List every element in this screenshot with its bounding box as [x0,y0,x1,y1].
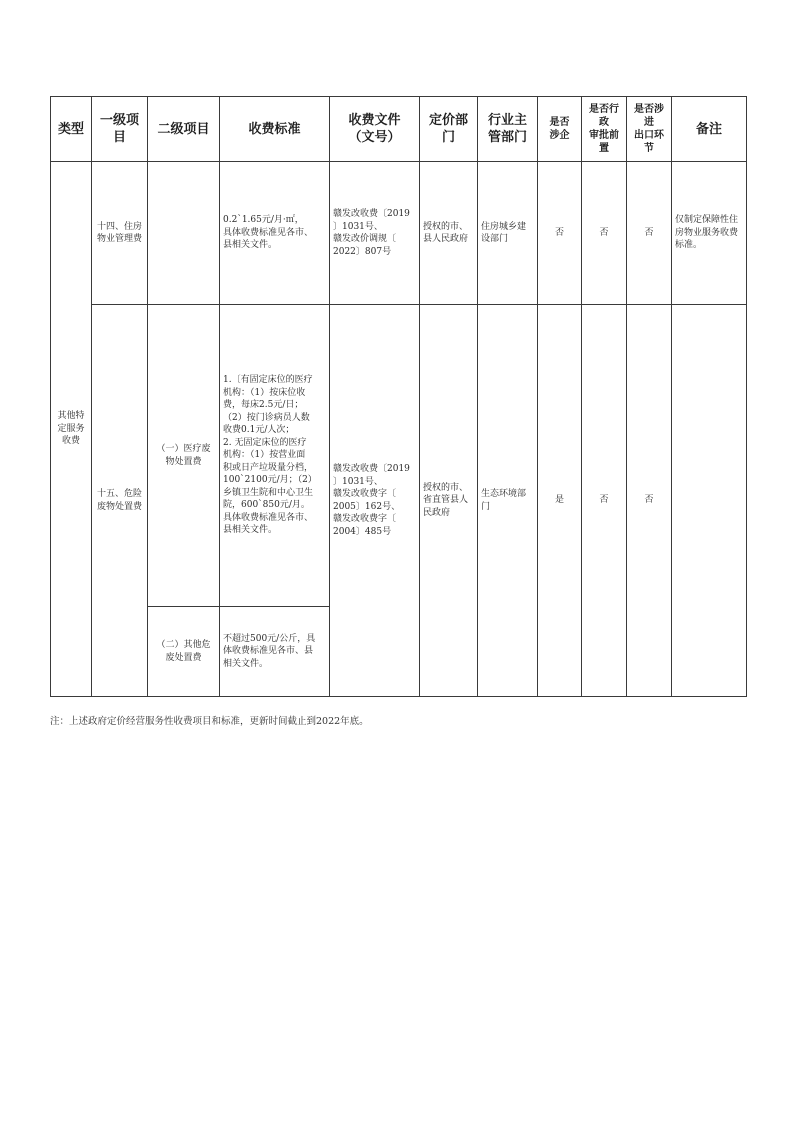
row14-standard: 0.2`1.65元/月·㎡， 具体收费标准见各市、 县相关文件。 [220,162,330,305]
header-involves-enterprise: 是否 涉企 [538,97,582,162]
row15-import-export: 否 [627,305,672,697]
row15-pricing-dept: 授权的市、 省直管县人 民政府 [420,305,478,697]
header-type: 类型 [51,97,92,162]
header-admin-approval: 是否行政 审批前置 [582,97,627,162]
row14-remarks: 仅制定保障性住 房物业服务收费 标准。 [672,162,747,305]
header-standard: 收费标准 [220,97,330,162]
row14-import-export: 否 [627,162,672,305]
footnote: 注：上述政府定价经营服务性收费项目和标准，更新时间截止到2022年底。 [50,716,369,727]
header-remarks: 备注 [672,97,747,162]
header-pricing-dept: 定价部 门 [420,97,478,162]
row14-involves-enterprise: 否 [538,162,582,305]
row15-sub1-standard: 1.〔有固定床位的医疗 机构：（1）按床位收 费，每床2.5元/日； （2）按门诊病员人数 收费0.1元/人次； 2. 无固定床位的医疗 机构：（1）按营业面 积或日产垃圾量分档， 100`2100元/月；（2） 乡镇卫生院和中心卫生 院，600`850元/月。 具体收费标准见各市、 县相关文件。 [220,305,330,607]
table-row [51,305,747,607]
row14-level1: 十四、住房 物业管理费 [92,162,148,305]
row14-level2 [148,162,220,305]
row15-sub2-standard: 不超过500元/公斤，具 体收费标准见各市、县 相关文件。 [220,607,330,697]
row15-document: 赣发改收费〔2019 〕1031号、 赣发改收费字〔 2005〕162号、 赣发改收费字〔 2004〕485号 [330,305,420,697]
row15-admin-approval: 否 [582,305,627,697]
header-level2: 二级项目 [148,97,220,162]
row15-sub1-level2: （一）医疗废 物处置费 [148,305,220,607]
table-row [51,162,747,305]
fee-table [50,96,747,697]
row15-level1: 十五、危险 废物处置费 [92,305,148,697]
row14-industry-dept: 住房城乡建 设部门 [478,162,538,305]
row14-admin-approval: 否 [582,162,627,305]
row15-industry-dept: 生态环境部 门 [478,305,538,697]
header-document: 收费文件 （文号） [330,97,420,162]
header-import-export: 是否涉进 出口环节 [627,97,672,162]
row15-sub2-level2: （二）其他危 废处置费 [148,607,220,697]
row15-involves-enterprise: 是 [538,305,582,697]
row14-document: 赣发改收费〔2019 〕1031号、 赣发改价调规〔 2022〕807号 [330,162,420,305]
header-industry-dept: 行业主 管部门 [478,97,538,162]
type-cell: 其他特 定服务 收费 [51,162,92,697]
header-row [51,97,747,162]
row14-pricing-dept: 授权的市、 县人民政府 [420,162,478,305]
row15-remarks [672,305,747,697]
header-level1: 一级项 目 [92,97,148,162]
